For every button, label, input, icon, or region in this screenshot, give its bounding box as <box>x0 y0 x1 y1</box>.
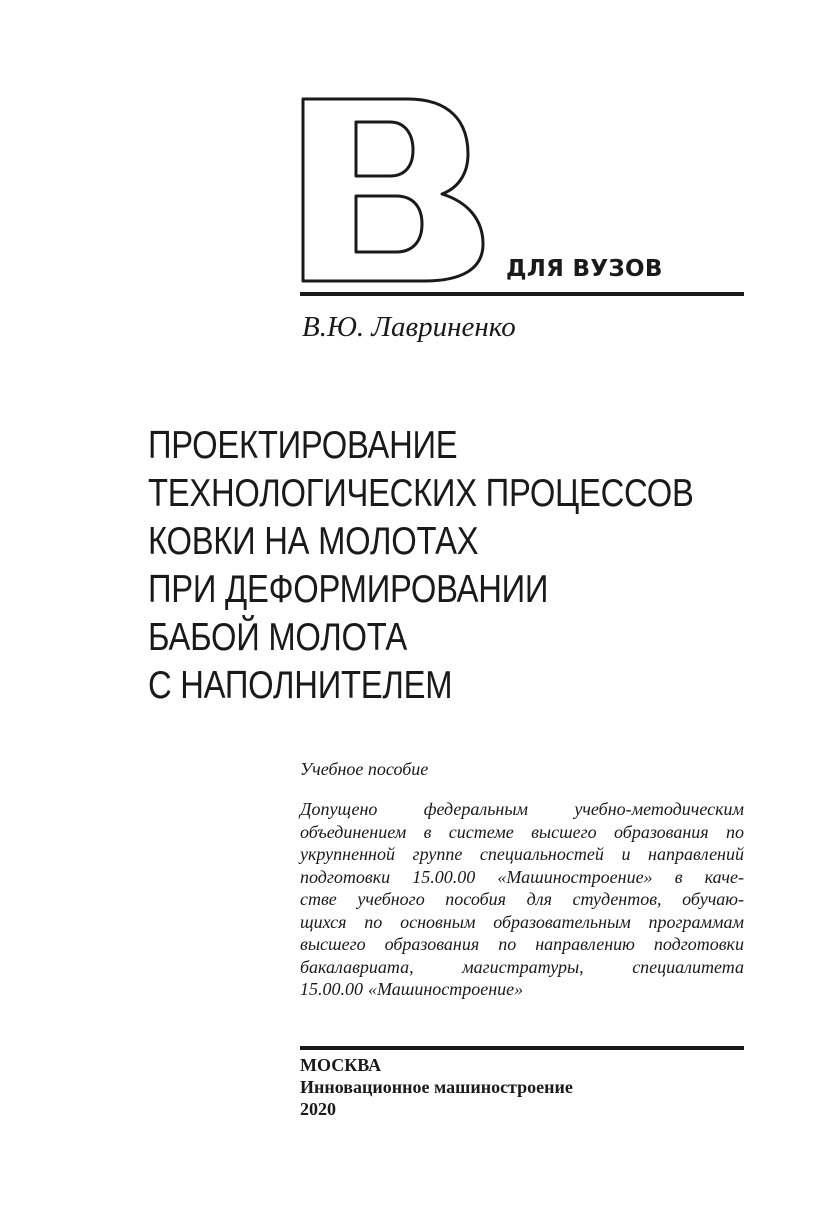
approval-word: объединением <box>300 821 407 842</box>
imprint-city: МОСКВА <box>300 1055 382 1075</box>
approval-word: системе <box>448 821 514 842</box>
approval-word: магистратуры, <box>462 956 584 977</box>
imprint-year: 2020 <box>300 1099 336 1119</box>
bottom-rule <box>300 1046 744 1050</box>
approval-word: специалитета <box>632 956 744 977</box>
approval-line <box>300 911 744 934</box>
approval-word: для <box>526 889 552 909</box>
series-label: ДЛЯ ВУЗОВ <box>506 256 663 282</box>
approval-word: федеральным <box>423 799 529 819</box>
approval-line <box>300 888 744 911</box>
document-type: Учебное пособие <box>300 759 429 779</box>
approval-word: пособия <box>445 889 507 909</box>
approval-word: стве <box>300 889 337 909</box>
approval-word: укрупненной <box>300 844 395 864</box>
approval-word: высшего <box>531 821 597 842</box>
approval-word: Допущено <box>300 799 378 819</box>
approval-line <box>300 956 744 979</box>
title-line: ПРОЕКТИРОВАНИЕ <box>148 424 458 467</box>
approval-line <box>300 978 744 1001</box>
approval-word: образовательным <box>493 911 631 932</box>
approval-word: по <box>725 821 744 842</box>
approval-word: специальностей <box>479 844 604 864</box>
approval-word: основным <box>400 911 476 932</box>
approval-word: направлению <box>535 934 635 954</box>
approval-line <box>300 933 744 956</box>
approval-statement <box>300 798 744 1001</box>
approval-word: образования <box>614 821 709 842</box>
top-rule <box>300 292 744 296</box>
approval-word: подготовки <box>300 866 391 887</box>
approval-word: подготовки <box>653 934 744 954</box>
imprint-publisher: Инновационное машиностроение <box>300 1077 573 1097</box>
title-line: ПРИ ДЕФОРМИРОВАНИИ <box>148 568 549 611</box>
title-line: КОВКИ НА МОЛОТАХ <box>148 520 479 563</box>
title-line: С НАПОЛНИТЕЛЕМ <box>148 664 453 707</box>
approval-word: программам <box>648 911 744 932</box>
approval-line <box>300 866 744 889</box>
approval-word: учебно-методическим <box>574 799 744 819</box>
approval-word: 15.00.00 <box>300 979 363 999</box>
approval-word: по <box>364 911 383 932</box>
approval-word: направлений <box>648 844 744 864</box>
imprint <box>300 1054 573 1120</box>
approval-word: «Машиностроение» <box>497 866 653 887</box>
approval-word: высшего <box>300 934 366 954</box>
approval-word: каче- <box>704 866 744 887</box>
approval-word: обучаю- <box>682 889 744 909</box>
approval-word: щихся <box>300 911 347 932</box>
approval-word: учебного <box>357 889 425 909</box>
approval-word: и <box>621 844 631 864</box>
title-line: ТЕХНОЛОГИЧЕСКИХ ПРОЦЕССОВ <box>148 472 694 515</box>
series-logo-icon <box>300 96 486 284</box>
approval-word: в <box>674 866 683 887</box>
approval-line <box>300 798 744 821</box>
title-line: БАБОЙ МОЛОТА <box>148 616 408 659</box>
approval-word: образования <box>384 934 480 954</box>
author-name: В.Ю. Лавриненко <box>302 311 516 343</box>
approval-word: студентов, <box>572 889 662 909</box>
approval-word: 15.00.00 <box>412 866 476 887</box>
approval-line <box>300 821 744 844</box>
approval-line <box>300 843 744 866</box>
approval-word: в <box>423 821 432 842</box>
book-title <box>148 422 694 710</box>
approval-word: группе <box>412 844 463 864</box>
approval-word: по <box>498 934 517 954</box>
approval-word: «Машиностроение» <box>368 979 524 999</box>
approval-word: бакалавриата, <box>300 956 414 977</box>
